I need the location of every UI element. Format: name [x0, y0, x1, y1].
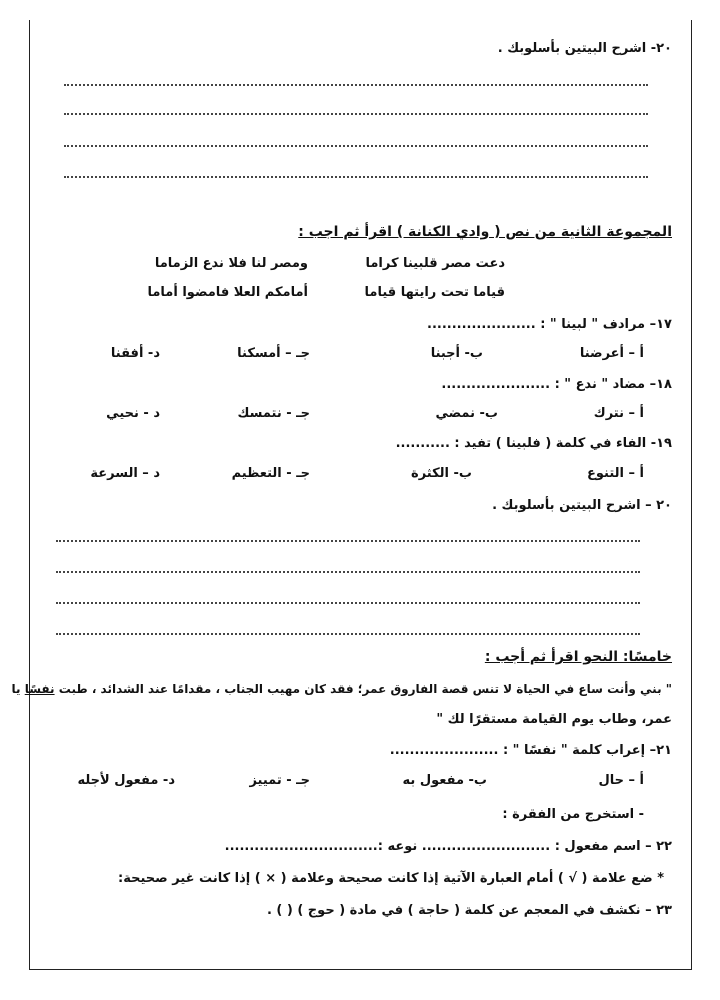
answer-line: [64, 176, 648, 178]
verse1-left: ومصر لنا فلا ندع الزماما: [154, 256, 308, 271]
q19-option-c[interactable]: جـ - التعظيم: [231, 466, 310, 481]
q17-option-a[interactable]: أ – أعرضنا: [579, 346, 644, 361]
q17-option-b[interactable]: ب- أجبنا: [430, 346, 483, 361]
q18-option-a[interactable]: أ – نترك: [593, 406, 644, 421]
answer-line: [56, 540, 640, 542]
paragraph-text-a: " بني وأنت ساع في الحياة لا تنس قصة الفاروق عمر؛ فقد كان مهيب الجناب ، مقدامًا عند الشدائد ، طبت: [54, 682, 672, 696]
q21-option-c[interactable]: جـ - تمييز: [249, 773, 310, 788]
q21-option-b[interactable]: ب- مفعول به: [402, 773, 487, 788]
verse2-right: قياما تحت رايتها قياما: [364, 285, 505, 300]
q21-text: ٢١– إعراب كلمة " نفسًا " : ......................: [389, 743, 672, 758]
q19-text: ١٩- الفاء في كلمة ( فلبينا ) تفيد : ...........: [395, 436, 672, 451]
q21-option-d[interactable]: د- مفعول لأجله: [77, 773, 175, 788]
q20-top-title: ٢٠- اشرح البيتين بأسلوبك .: [497, 41, 672, 56]
paragraph-line-1: [12, 680, 673, 698]
answer-line: [56, 571, 640, 573]
q17-text: ١٧– مرادف " لبينا " : ......................: [427, 317, 672, 332]
q19-option-b[interactable]: ب- الكثرة: [411, 466, 472, 481]
q18-option-c[interactable]: جـ - نتمسك: [237, 406, 310, 421]
extract-instruction: - استخرج من الفقرة :: [502, 807, 644, 822]
q18-option-d[interactable]: د - نحيي: [106, 406, 160, 421]
exam-page-frame: [29, 20, 692, 970]
paragraph-underlined-word: نفسًا: [24, 682, 55, 696]
grammar-heading: خامسًا: النحو اقرأ ثم أجب :: [484, 649, 672, 665]
q17-option-c[interactable]: جـ – أمسكنا: [237, 346, 310, 361]
answer-line: [56, 602, 640, 604]
q17-option-d[interactable]: د- أفقنا: [110, 346, 160, 361]
mark-instruction: * ضع علامة ( √ ) أمام العبارة الآتية إذا كانت صحيحة وعلامة ( × ) إذا كانت غير صحيحة:: [118, 871, 664, 886]
answer-line: [56, 633, 640, 635]
q20-text: ٢٠ – اشرح البيتين بأسلوبك .: [492, 498, 672, 513]
group2-heading: المجموعة الثانية من نص ( وادي الكنانة ) اقرأ ثم اجب :: [298, 224, 672, 240]
answer-line: [64, 145, 648, 147]
verse1-right: دعت مصر قلبينا كراما: [365, 256, 505, 271]
q22-text: ٢٢ – اسم مفعول : .......................... نوعه :...............................: [224, 839, 672, 854]
q23-text: ٢٣ – نكشف في المعجم عن كلمة ( حاجة ) في مادة ( حوج ) ( ) .: [266, 903, 672, 918]
q21-option-a[interactable]: أ – حال: [598, 773, 644, 788]
paragraph-line-2: عمر، وطاب يوم القيامة مستقرًا لك ": [436, 712, 672, 727]
paragraph-text-c: يا: [11, 682, 25, 696]
q18-option-b[interactable]: ب- نمضي: [435, 406, 498, 421]
q19-option-a[interactable]: أ – التنوع: [587, 466, 644, 481]
answer-line: [64, 84, 648, 86]
answer-line: [64, 113, 648, 115]
verse2-left: أمامكم العلا فامضوا أماما: [147, 285, 308, 300]
q18-text: ١٨– مضاد " ندع " : ......................: [441, 377, 672, 392]
q19-option-d[interactable]: د – السرعة: [90, 466, 160, 481]
